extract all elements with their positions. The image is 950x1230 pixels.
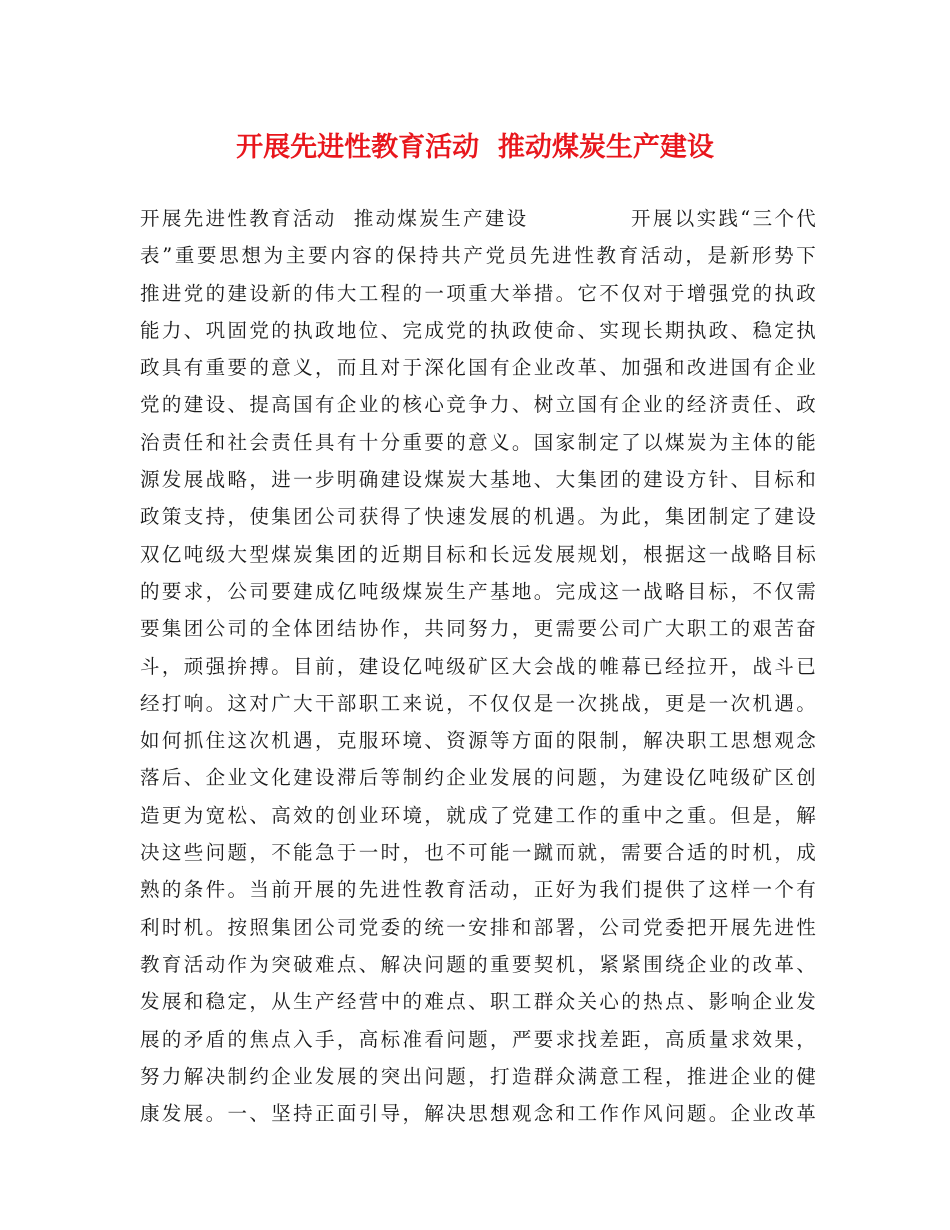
body-line: 努力解决制约企业发展的突出问题，打造群众满意工程，推进企业的健	[140, 1064, 816, 1088]
body-line: 经打响。这对广大干部职工来说，不仅仅是一次挑战，更是一次机遇。	[140, 691, 816, 715]
body-line: 双亿吨级大型煤炭集团的近期目标和长远发展规划，根据这一战略目标	[140, 542, 816, 566]
body-line: 政策支持，使集团公司获得了快速发展的机遇。为此，集团制定了建设	[140, 505, 816, 529]
body-line: 要集团公司的全体团结协作，共同努力，更需要公司广大职工的艰苦奋	[140, 617, 816, 641]
body-line: 开展先进性教育活动 推动煤炭生产建设 开展以实践“三个代	[140, 207, 816, 230]
body-line: 决这些问题，不能急于一时，也不可能一蹴而就，需要合适的时机，成	[140, 841, 816, 865]
body-line: 造更为宽松、高效的创业环境，就成了党建工作的重中之重。但是，解	[140, 803, 816, 827]
body-line: 源发展战略，进一步明确建设煤炭大基地、大集团的建设方针、目标和	[140, 468, 816, 492]
body-line: 治责任和社会责任具有十分重要的意义。国家制定了以煤炭为主体的能	[140, 430, 816, 454]
body-line: 熟的条件。当前开展的先进性教育活动，正好为我们提供了这样一个有	[140, 878, 816, 902]
body-line: 能力、巩固党的执政地位、完成党的执政使命、实现长期执政、稳定执	[140, 318, 816, 342]
body-line: 利时机。按照集团公司党委的统一安排和部署，公司党委把开展先进性	[140, 915, 816, 939]
body-line: 教育活动作为突破难点、解决问题的重要契机，紧紧围绕企业的改革、	[140, 952, 816, 976]
body-line: 表”重要思想为主要内容的保持共产党员先进性教育活动，是新形势下	[140, 244, 816, 268]
body-line: 康发展。一、坚持正面引导，解决思想观念和工作作风问题。企业改革	[140, 1102, 816, 1126]
body-line: 政具有重要的意义，而且对于深化国有企业改革、加强和改进国有企业	[140, 356, 816, 380]
body-line: 落后、企业文化建设滞后等制约企业发展的问题，为建设亿吨级矿区创	[140, 766, 816, 790]
body-line: 斗，顽强拚搏。目前，建设亿吨级矿区大会战的帷幕已经拉开，战斗已	[140, 654, 816, 678]
body-line: 推进党的建设新的伟大工程的一项重大举措。它不仅对于增强党的执政	[140, 281, 816, 305]
body-line: 党的建设、提高国有企业的核心竞争力、树立国有企业的经济责任、政	[140, 393, 816, 417]
document-title: 开展先进性教育活动 推动煤炭生产建设	[236, 132, 714, 163]
body-line: 的要求，公司要建成亿吨级煤炭生产基地。完成这一战略目标，不仅需	[140, 579, 816, 603]
body-line: 发展和稳定，从生产经营中的难点、职工群众关心的热点、影响企业发	[140, 990, 816, 1014]
body-line: 如何抓住这次机遇，克服环境、资源等方面的限制，解决职工思想观念	[140, 729, 816, 753]
body-line: 展的矛盾的焦点入手，高标准看问题，严要求找差距，高质量求效果，	[140, 1027, 816, 1051]
document-body	[140, 200, 816, 1132]
